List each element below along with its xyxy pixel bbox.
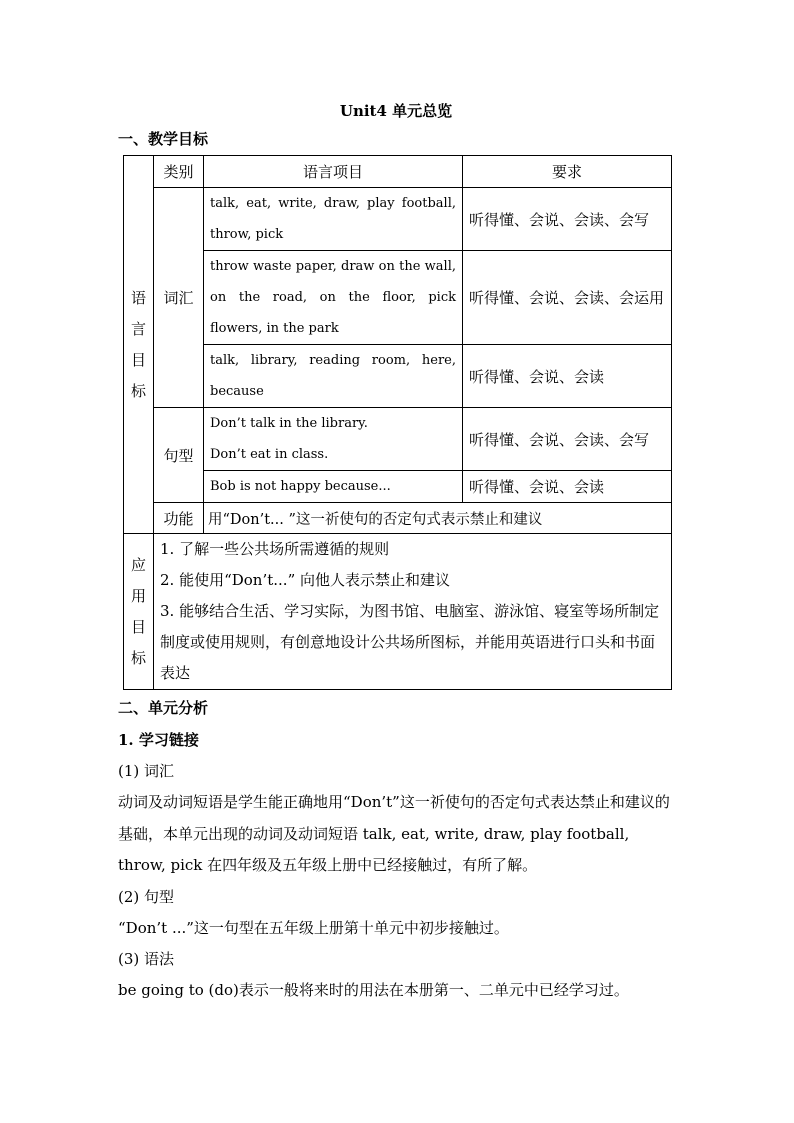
apply-goal-item: 3. 能够结合生活、学习实际，为图书馆、电脑室、游泳馆、寝室等场所制定制度或使用规则，有创意地设计公共场所图标，并能用英语进行口头和书面表达 [160, 602, 660, 682]
section-heading-goals: 一、教学目标 [118, 130, 209, 148]
language-goal-char: 语 [130, 288, 146, 307]
header-category: 类别 [154, 156, 204, 188]
function-row [124, 503, 672, 534]
apply-goal-char: 用 [130, 586, 146, 605]
vocab-row-3 [124, 345, 672, 408]
vocab-row-1 [124, 188, 672, 251]
apply-goals [154, 534, 672, 690]
sentence-row-2 [124, 471, 672, 503]
apply-goal-label [124, 534, 154, 690]
language-goal-char: 言 [130, 319, 146, 338]
header-requirement: 要求 [463, 156, 672, 188]
subheading-learning-links: 1. 学习链接 [118, 731, 199, 749]
sentence-line: Don’t eat in class. [210, 447, 329, 462]
grammar-heading: (3) 语法 [118, 950, 175, 968]
sentence-heading: (2) 句型 [118, 887, 175, 906]
apply-row [124, 534, 672, 690]
vocab-paragraph: 动词及动词短语是学生能正确地用“Don’t”这一祈使句的否定句式表达禁止和建议的基础，本单元出现的动词及动词短语 talk, eat, write, draw, play football, throw, pick 在四年级及五年级上册中已经接触过，有所了解。 [118, 793, 670, 874]
function-label: 功能 [154, 503, 204, 534]
teaching-goals-table [123, 155, 672, 690]
sentence-paragraph: “Don’t ...”这一句型在五年级上册第十单元中初步接触过。 [118, 918, 509, 937]
vocab-label: 词汇 [154, 188, 204, 408]
section-heading-analysis: 二、单元分析 [118, 699, 209, 717]
sentence-req-1: 听得懂、会说、会读、会写 [463, 408, 672, 471]
vocab-req-3: 听得懂、会说、会读 [463, 345, 672, 408]
sentence-line: Don’t talk in the library. [210, 416, 368, 431]
sentence-item-2: Bob is not happy because... [204, 471, 463, 503]
vocab-heading: (1) 词汇 [118, 762, 175, 780]
function-text: 用“Don’t... ”这一祈使句的否定句式表示禁止和建议 [204, 503, 672, 534]
grammar-paragraph: be going to (do)表示一般将来时的用法在本册第一、二单元中已经学习过。 [118, 981, 629, 999]
vocab-row-2 [124, 251, 672, 345]
header-item: 语言项目 [204, 156, 463, 188]
apply-goal-item: 2. 能使用“Don’t...” 向他人表示禁止和建议 [160, 571, 451, 589]
apply-goal-char: 目 [130, 617, 146, 636]
apply-goal-item: 1. 了解一些公共场所需遵循的规则 [160, 540, 390, 558]
sentence-row-1 [124, 408, 672, 471]
page-title: Unit4 单元总览 [339, 102, 453, 120]
vocab-item-3: talk, library, reading room, here, because [204, 345, 463, 408]
vocab-req-2: 听得懂、会说、会读、会运用 [463, 251, 672, 345]
sentence-label: 句型 [154, 408, 204, 503]
document-page [118, 98, 674, 1007]
table-header-row [124, 156, 672, 188]
sentence-item-1 [204, 408, 463, 471]
sentence-req-2: 听得懂、会说、会读 [463, 471, 672, 503]
apply-goal-char: 应 [130, 555, 146, 574]
language-goal-char: 标 [130, 381, 146, 400]
vocab-req-1: 听得懂、会说、会读、会写 [463, 188, 672, 251]
vocab-item-2: throw waste paper, draw on the wall, on the road, on the floor, pick flowers, in the park [204, 251, 463, 345]
language-goal-label [124, 156, 154, 534]
vocab-item-1: talk, eat, write, draw, play football, throw, pick [204, 188, 463, 251]
apply-goal-char: 标 [130, 648, 146, 667]
language-goal-char: 目 [130, 350, 146, 369]
